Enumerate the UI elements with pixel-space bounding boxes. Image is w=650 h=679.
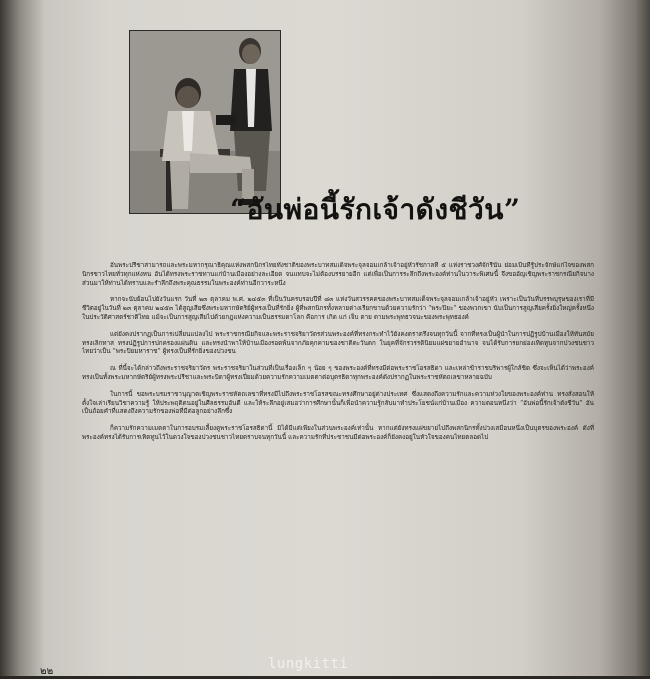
page-number: ๒๒ bbox=[40, 666, 54, 677]
paragraph: ก็ความรักความเมตตาในการอบรมเลี้ยงดูพระราชโอรสธิดานี้ มิได้มีแต่เพียงในส่วนพระองค์เท่านั้น หากแต่ยังทรงแผ่ขยายไปถึงพสกนิกรทั้งปวงเสมือนหนึ่งเป็นบุตรของพระองค์ ดังที่พระองค์ทรงได้รับการเทิดทูนไว้ในดวงใจของปวงชนชาวไทยตราบจนทุกวันนี้ และความรักที่ประชาชนมีต่อพระองค์ก็ยังคงอยู่ในหัวใจของคนไทยตลอดไป bbox=[82, 425, 594, 441]
paragraph: ณ ที่นี้จะได้กล่าวถึงพระราชจริยาวัตร พระราชจริยาในส่วนที่เป็นเรื่องเล็ก ๆ น้อย ๆ ของพระองค์ที่ทรงมีต่อพระราชโอรสธิดา และเหล่าข้าราชบริพารผู้ใกล้ชิด ซึ่งจะเห็นได้ว่าพระองค์ทรงเป็นทั้งพระมหากษัตริย์ผู้ทรงพระปรีชาและพระบิดาผู้ทรงเปี่ยมด้วยความรักความเมตตาต่อบุตรธิดาทุกพระองค์ดังปรากฏในพระราชหัตถเลขาหลายฉบับ bbox=[82, 365, 594, 381]
paragraph: ในการนี้ ขอพระบรมราชานุญาตเชิญพระราชหัตถเลขาที่ทรงมีไปถึงพระราชโอรสขณะทรงศึกษาอยู่ต่างประเทศ ซึ่งแสดงถึงความรักและความห่วงใยของพระองค์ท่าน ทรงสั่งสอนให้ตั้งใจเล่าเรียนวิชาความรู้ ให้ประพฤติตนอยู่ในศีลธรรมอันดี และให้ระลึกอยู่เสมอว่าการศึกษานั้นก็เพื่อนำความรู้กลับมาทำประโยชน์แก่บ้านเมือง ความตอนหนึ่งว่า “อันพ่อนี้รักเจ้าดังชีวัน” อันเป็นถ้อยคำที่แสดงถึงความรักของพ่อที่มีต่อลูกอย่างลึกซึ้ง bbox=[82, 390, 594, 416]
historical-photograph bbox=[129, 30, 281, 214]
watermark-text: lungkitti bbox=[268, 656, 349, 672]
article-body bbox=[82, 262, 594, 614]
paragraph: หากจะนับย้อนไปยังวันแรก วันที่ ๒๓ ตุลาคม พ.ศ. ๒๔๕๓ ที่เป็นวันครบรอบปีที่ ๘๓ แห่งวันสวรรคตของพระบาทสมเด็จพระจุลจอมเกล้าเจ้าอยู่หัว เพราะเป็นวันที่บรรพบุรุษของเราที่มีชีวิตอยู่ในวันที่ ๒๓ ตุลาคม ๒๔๕๓ ได้สูญเสียซึ่งพระมหากษัตริย์ผู้ทรงเป็นที่รักยิ่ง ผู้ที่พสกนิกรทั้งหลายต่างเรียกขานด้วยความรักว่า “พระปิยะ” ของพวกเขา นับเป็นการสูญเสียครั้งยิ่งใหญ่ครั้งหนึ่งในประวัติศาสตร์ชาติไทย แม้จะเป็นการสูญเสียไปด้วยกฎแห่งความเป็นธรรมดาโลก คือการ เกิด แก่ เจ็บ ตาย ตามพระพุทธวจนะของพระพุทธองค์ bbox=[82, 296, 594, 321]
paragraph: แต่ยังคงปรากฏเป็นการเปลี่ยนแปลงไป พระราชกรณียกิจและพระราชจริยาวัตรส่วนพระองค์ที่ทรงกระทำไว้ยังคงตราตรึงจนทุกวันนี้ จากที่ทรงเป็นผู้นำในการปฏิรูปบ้านเมืองให้ทันสมัย ทรงเลิกทาส ทรงปฏิรูปการปกครองแผ่นดิน และทรงนำพาให้บ้านเมืองรอดพ้นจากภัยคุกคามของชาติตะวันตก ในยุคที่จักรวรรดินิยมแผ่ขยายอำนาจ จนได้รับการยกย่องเทิดทูนจากปวงชนชาวไทยว่าเป็น “พระปิยมหาราช” ผู้ทรงเป็นที่รักยิ่งของปวงชน bbox=[82, 330, 594, 356]
photo-figures bbox=[130, 31, 280, 213]
article-title: “อันพ่อนี้รักเจ้าดังชีวัน” bbox=[230, 193, 521, 226]
paragraph: อันพระปรีชาสามารถและพระมหากรุณาธิคุณแห่งพสกนิกรไทยทั้งชาติของพระบาทสมเด็จพระจุลจอมเกล้าเจ้าอยู่หัวรัชกาลที่ ๕ แห่งราชวงศ์จักรีนั้น ย่อมเป็นที่รู้ประจักษ์แก่ใจของพสกนิกรชาวไทยทั่วทุกแห่งหน อันได้ทรงพระราชทานแก่บ้านเมืองอย่างละเอียด จนแทบจะไม่ต้องบรรยายอีก แต่เพื่อเป็นการระลึกถึงพระองค์ท่านในวาระพิเศษนี้ จึงขออัญเชิญพระราชกรณียกิจบางส่วนมาให้ท่านได้ทราบและรำลึกถึงพระคุณธรรมในพระองค์ท่านอีกวาระหนึ่ง bbox=[82, 262, 594, 287]
